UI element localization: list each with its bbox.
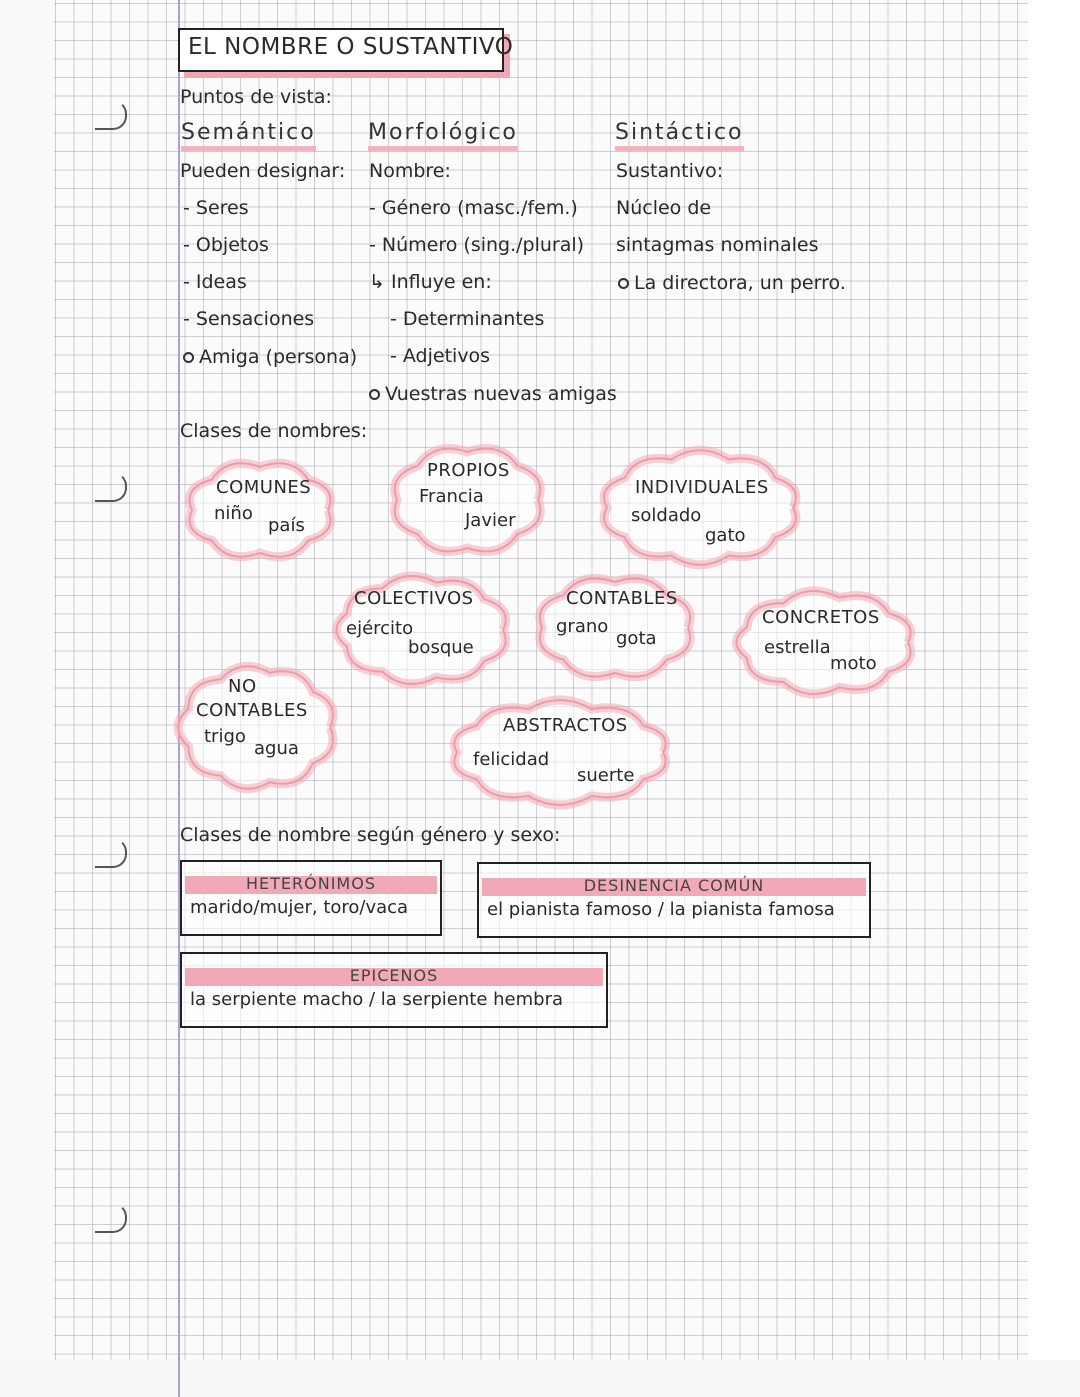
box-body: la serpiente macho / la serpiente hembra [190,989,563,1010]
cloud-example: agua [254,738,299,759]
page-right-edge [1028,0,1080,1397]
gender-label: Clases de nombre según género y sexo: [180,824,561,846]
bullet-icon [183,352,194,363]
page-left-edge [0,0,54,1397]
box-title: DESINENCIA COMÚN [583,876,765,895]
cloud-title: PROPIOS [427,460,510,481]
intro-label: Puntos de vista: [180,86,332,108]
cloud-example: ejército [346,618,414,639]
cloud-example: gota [616,628,657,649]
syntactic-line: sintagmas nominales [616,234,819,256]
cloud-propios [385,440,550,560]
cloud-example: grano [556,616,609,637]
syntactic-line: Sustantivo: [616,160,724,182]
classes-label: Clases de nombres: [180,420,368,442]
cloud-title: NO [228,676,257,697]
morphologic-line: Nombre: [369,160,451,182]
box-body: el pianista famoso / la pianista famosa [487,899,835,920]
cloud-title: CONTABLES [566,588,678,609]
morphologic-line: - Número (sing./plural) [369,234,585,256]
desinencia-box [477,862,871,938]
cloud-abstractos [445,695,675,810]
cloud-contables [530,570,700,685]
page-bottom-edge [0,1360,1080,1397]
syntactic-example: La directora, un perro. [618,272,846,294]
heteronimos-box [180,860,442,936]
cloud-individuales [595,445,805,570]
cloud-title: CONTABLES [196,700,308,721]
cloud-example: suerte [577,765,635,786]
morphologic-line: - Género (masc./fem.) [369,197,578,219]
epicenos-box [180,952,608,1028]
cloud-example: bosque [408,637,474,658]
binder-hole-icon [95,472,127,502]
bullet-icon [618,278,629,289]
cloud-example: soldado [631,505,702,526]
semantic-line: - Sensaciones [183,308,315,330]
cloud-title: CONCRETOS [762,607,880,628]
syntactic-heading: Sintáctico [615,120,744,151]
semantic-line: - Seres [183,197,249,219]
cloud-title: COMUNES [216,477,312,498]
syntactic-line: Núcleo de [616,197,712,219]
morphologic-heading: Morfológico [368,120,518,151]
cloud-title: INDIVIDUALES [635,477,769,498]
cloud-example: moto [830,653,877,674]
semantic-example: Amiga (persona) [183,346,357,368]
box-body: marido/mujer, toro/vaca [190,897,409,918]
cloud-concretos [730,585,920,700]
cloud-shape [180,455,340,565]
morphologic-line: - Adjetivos [390,345,491,367]
cloud-shape [172,660,342,795]
cloud-example: felicidad [473,749,550,770]
cloud-example: gato [705,525,746,546]
semantic-heading: Semántico [181,120,316,151]
cloud-example: Javier [465,510,516,531]
binder-hole-icon [95,100,127,130]
page-title: EL NOMBRE O SUSTANTIVO [188,34,514,60]
semantic-line: - Ideas [183,271,247,293]
morphologic-line: - Determinantes [390,308,545,330]
semantic-line: - Objetos [183,234,269,256]
cloud-example: Francia [419,486,484,507]
cloud-no-contables [172,660,342,795]
binder-hole-icon [95,838,127,868]
cloud-title: ABSTRACTOS [503,715,628,736]
cloud-example: país [268,515,305,536]
bullet-icon [369,389,380,400]
cloud-colectivos [330,570,515,690]
cloud-example: niño [214,503,253,524]
box-title: HETERÓNIMOS [246,874,376,893]
morphologic-example: Vuestras nuevas amigas [369,383,617,405]
morphologic-line: ↳ Influye en: [369,271,492,293]
cloud-example: estrella [764,637,831,658]
binder-hole-icon [95,1203,127,1233]
cloud-title: COLECTIVOS [354,588,474,609]
semantic-line: Pueden designar: [180,160,346,182]
cloud-comunes [180,455,340,565]
cloud-example: trigo [204,726,246,747]
box-title: EPICENOS [349,966,439,985]
